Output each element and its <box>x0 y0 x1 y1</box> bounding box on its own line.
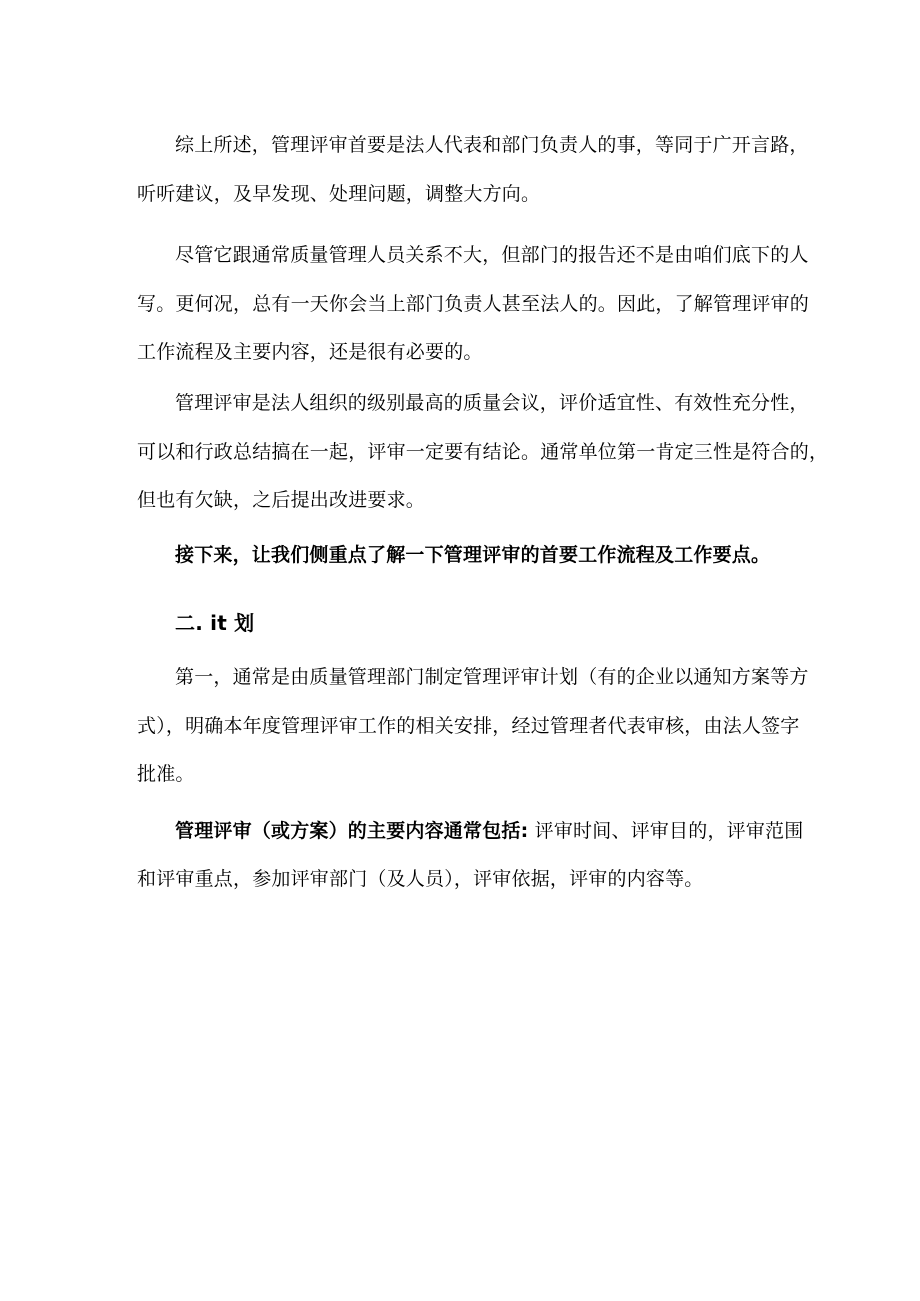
paragraph-2-line-1: 尽管它跟通常质量管理人员关系不大，但部门的报告还不是由咱们底下的人 <box>175 244 809 266</box>
paragraph-6-line-2: 和评审重点，参加评审部门（及人员），评审依据，评审的内容等。 <box>137 868 704 890</box>
bold-transition-sentence: 接下来，让我们侧重点了解一下管理评审的首要工作流程及工作要点。 <box>175 544 771 566</box>
paragraph-3-line-2: 可以和行政总结搞在一起，评审一定要有结论。通常单位第一肯定三性是符合的， <box>137 441 829 463</box>
paragraph-2-line-2: 写。更何况，总有一天你会当上部门负责人甚至法人的。因此，了解管理评审的 <box>137 293 810 315</box>
paragraph-1-line-1: 综上所述，管理评审首要是法人代表和部门负责人的事，等同于广开言路， <box>175 134 809 156</box>
paragraph-5-line-2: 式），明确本年度管理评审工作的相关安排，经过管理者代表审核，由法人签字 <box>137 715 800 737</box>
paragraph-6-line-1-text: 评审时间、评审目的，评审范围 <box>528 820 804 842</box>
paragraph-6-line-1 <box>175 819 803 843</box>
paragraph-1-line-2: 听听建议，及早发现、处理问题，调整大方向。 <box>137 183 541 205</box>
paragraph-3-line-3: 但也有欠缺，之后提出改进要求。 <box>137 489 426 511</box>
section-heading: 二. it 划 <box>175 611 255 635</box>
paragraph-6-bold-lead: 管理评审（或方案）的主要内容通常包括: <box>175 820 529 842</box>
paragraph-3-line-1: 管理评审是法人组织的级别最高的质量会议，评价适宜性、有效性充分性， <box>175 392 809 414</box>
paragraph-5-line-1: 第一，通常是由质量管理部门制定管理评审计划（有的企业以通知方案等方 <box>175 666 809 688</box>
paragraph-5-line-3: 批准。 <box>137 763 195 785</box>
paragraph-2-line-3: 工作流程及主要内容，还是很有必要的。 <box>137 341 483 363</box>
